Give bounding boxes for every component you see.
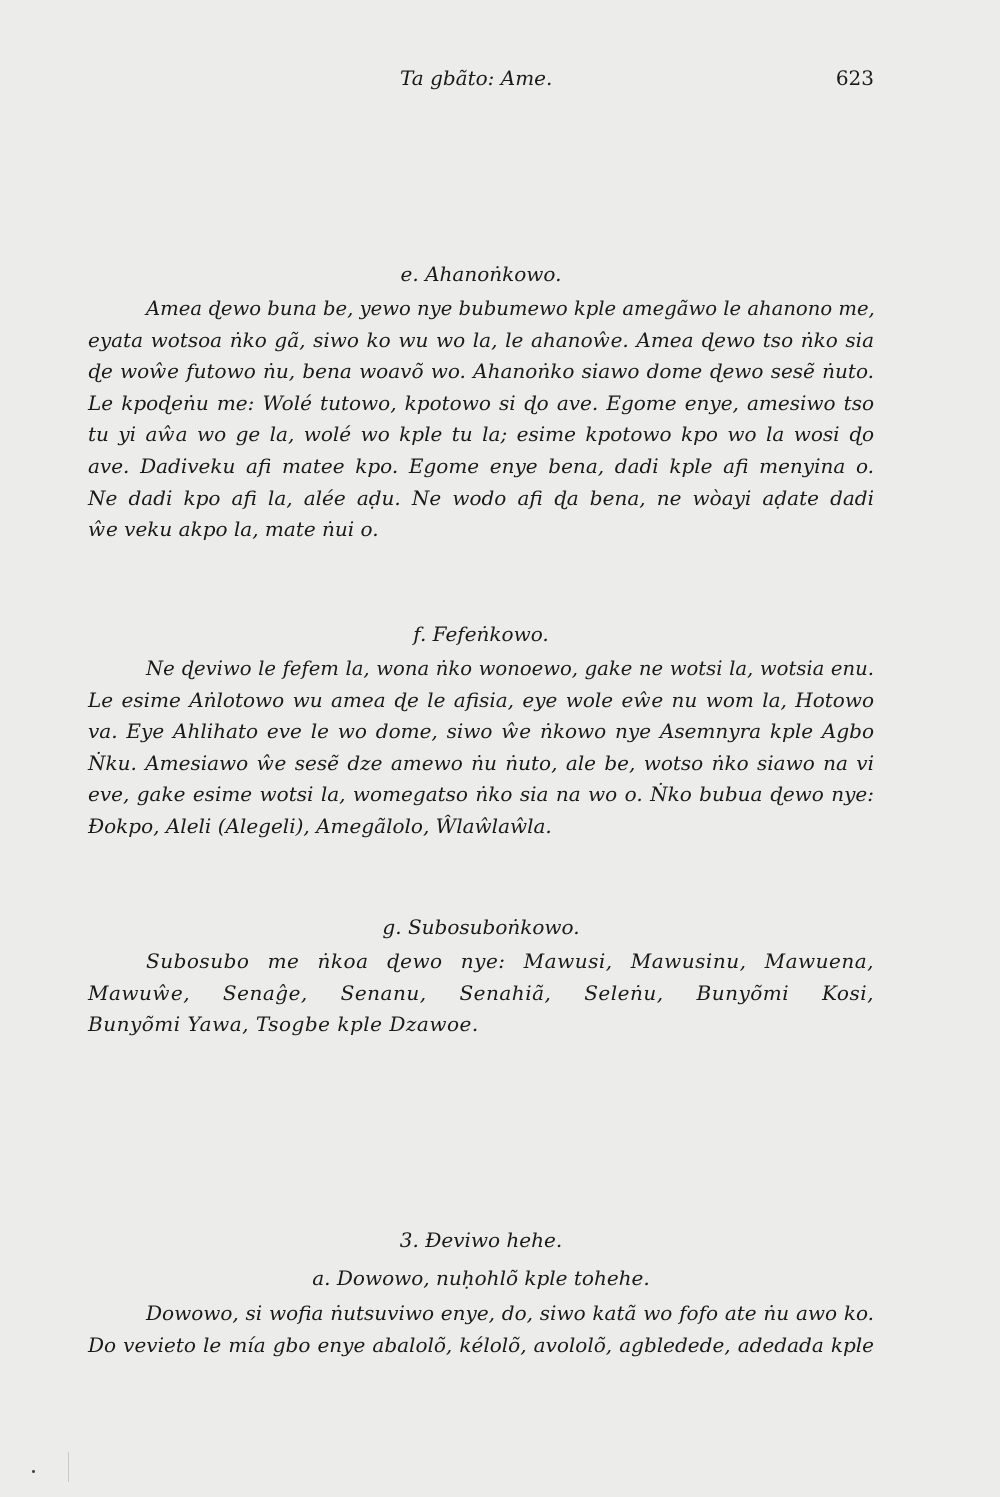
paragraph-line: va. Eye Ahlihato eve le wo dome, siwo ŵe ṅkowo nye Asemnyra kple Agbo	[88, 719, 874, 744]
paragraph-line: Bunyõmi Yawa, Tsogbe kple Dzawoe.	[88, 1012, 479, 1037]
paragraph-line: Ne dadi kpo afi la, alée aḍu. Ne wodo afi ɖa bena, ne wòayi aḍate dadi	[88, 485, 874, 510]
paragraph-line: Subosubo me ṅkoa ɖewo nye: Mawusi, Mawusinu, Mawuena,	[146, 949, 874, 973]
paragraph-line: Ɖokpo, Aleli (Alegeli), Amegãlolo, Ŵlaŵlaŵla.	[88, 813, 552, 838]
chapter-paragraph	[88, 1298, 874, 1361]
paragraph-line: Le esime Aṅlotowo wu amea ɖe le afisia, eye wole eŵe nu wom la, Hotowo	[88, 687, 874, 712]
section-heading-e: e. Ahanoṅkowo.	[400, 262, 562, 286]
paragraph-line: tu yi aŵa wo ge la, wolé wo kple tu la; esime kpotowo kpo wo la wosi ɖo	[88, 422, 874, 447]
page-edge-mark	[68, 1452, 69, 1482]
paragraph-line: ave. Dadiveku afi matee kpo. Egome enye bena, dadi kple afi menyina o.	[88, 453, 874, 478]
paragraph-line: eyata wotsoa ṅko gã, siwo ko wu wo la, le ahanoŵe. Amea ɖewo tso ṅko sia	[88, 327, 874, 352]
paragraph-line: eve, gake esime wotsi la, womegatso ṅko sia na wo o. Ṅko bubua ɖewo nye:	[88, 782, 874, 807]
running-head	[88, 66, 874, 96]
paragraph-line: Le kpoɖeṅu me: Wolé tutowo, kpotowo si ɖo ave. Egome enye, amesiwo tso	[88, 390, 874, 415]
paragraph-line: Amea ɖewo buna be, yewo nye bubumewo kple amegãwo le ahanono me,	[146, 297, 875, 320]
paragraph-line: ŵe veku akpo la, mate ṅui o.	[88, 517, 379, 542]
page-corner-dot	[32, 1470, 35, 1473]
chapter-subheading: a. Dowowo, nuḥohlõ kple tohehe.	[312, 1266, 650, 1290]
section-heading-g: g. Subosuboṅkowo.	[382, 915, 580, 939]
paragraph-line: Ṅku. Amesiawo ŵe sesẽ dze amewo ṅu ṅuto, ale be, wotso ṅko siawo na vi	[88, 750, 874, 775]
page-number: 623	[835, 66, 874, 90]
paragraph-line: Ne ɖeviwo le fefem la, wona ṅko wonoewo, gake ne wotsi la, wotsia enu.	[146, 657, 874, 680]
section-heading-f: f. Fefeṅkowo.	[413, 622, 549, 646]
paragraph-line: Do vevieto le mía gbo enye abalolõ, kélolõ, avololõ, agbledede, adedada kple	[88, 1332, 874, 1357]
chapter-heading: 3. Ɖeviwo hehe.	[399, 1228, 563, 1252]
running-title: Ta gbãto: Ame.	[400, 66, 553, 90]
section-paragraph-e	[88, 293, 874, 546]
paragraph-line: ɖe woŵe futowo ṅu, bena woavõ wo. Ahanoṅko siawo dome ɖewo sesẽ ṅuto.	[88, 359, 874, 384]
section-paragraph-g	[88, 946, 874, 1041]
paragraph-line: Dowowo, si wofia ṅutsuviwo enye, do, siwo katã wo fofo ate ṅu awo ko.	[146, 1301, 874, 1325]
section-paragraph-f	[88, 653, 874, 843]
paragraph-line: Mawuŵe, Senaĝe, Senanu, Senahiã, Seleṅu, Bunyõmi Kosi,	[88, 980, 874, 1005]
